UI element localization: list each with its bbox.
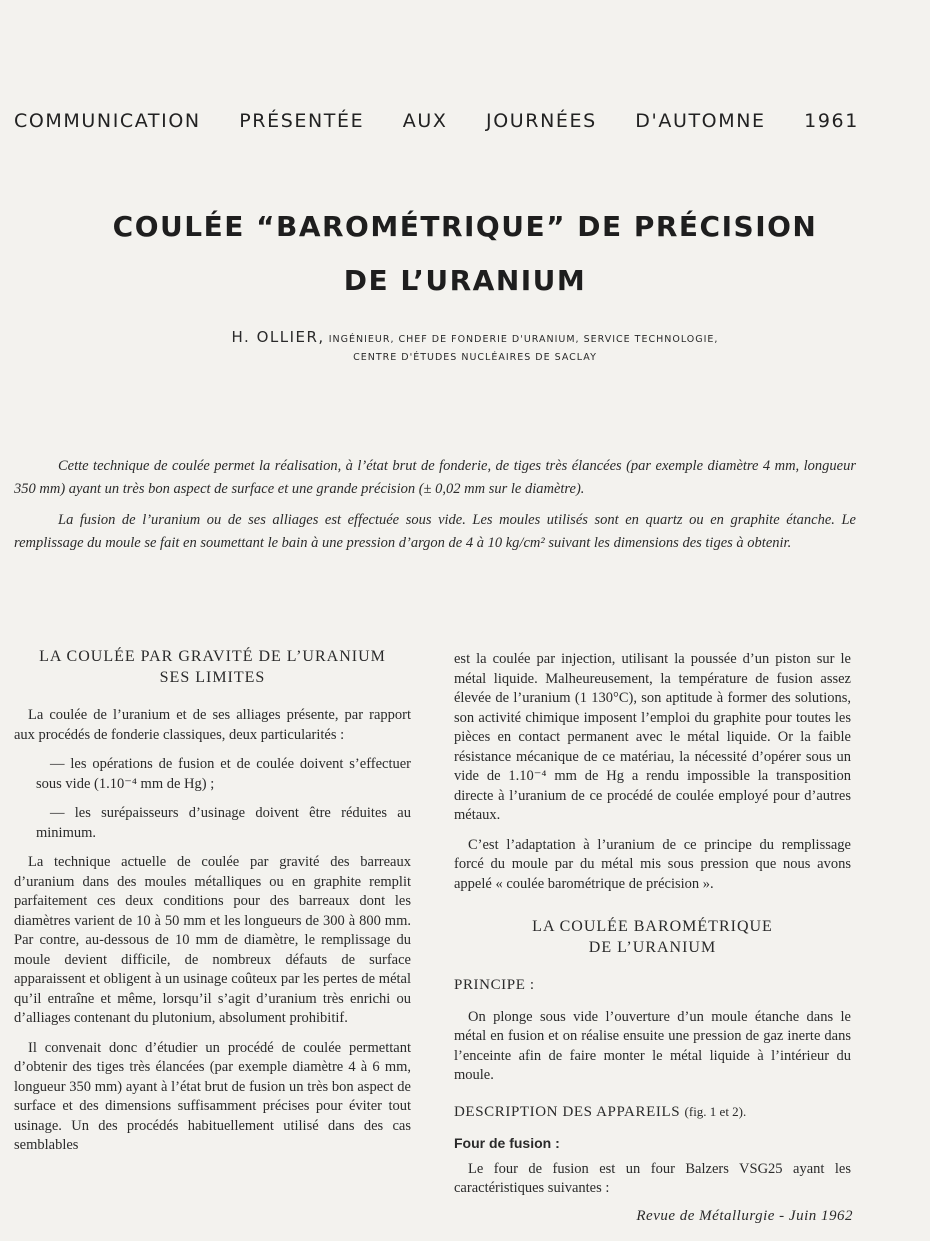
journal-footer: Revue de Métallurgie - Juin 1962 bbox=[636, 1208, 853, 1224]
section-heading-barometric: LA COULÉE BAROMÉTRIQUE DE L’URANIUM bbox=[532, 918, 773, 956]
abstract-paragraph-2: La fusion de l’uranium ou de ses alliages est effectuée sous vide. Les moules utilisés sont en quartz ou en graphite étanche. Le remplissage du moule se fait en soumettant le bain à une pression d’argon de 4 à 10 kg/cm² suivant les dimensions des tiges à obtenir. bbox=[14, 512, 856, 551]
header-word: D'AUTOMNE bbox=[635, 110, 766, 132]
list-item: — les opérations de fusion et de coulée doivent s’effectuer sous vide (1.10⁻⁴ mm de Hg) ; bbox=[36, 756, 411, 792]
header-word: JOURNÉES bbox=[486, 110, 597, 132]
body-paragraph: C’est l’adaptation à l’uranium de ce principe du remplissage forcé du moule par du métal mis sous pression que nous avons appelé « coulée barométrique de précision ». bbox=[454, 836, 851, 892]
journal-header bbox=[14, 110, 859, 132]
body-paragraph: est la coulée par injection, utilisant la poussée d’un piston sur le métal liquide. Malheureusement, la température de fusion assez élevée de l’uranium (1 130°C), son aptitude à former des solutions, son activité chimique imposent l’emploi du graphite pour toutes les pièces en contact permanent avec le métal liquide. Or la faible résistance mécanique de ce matériau, la nécessité d’opérer sous un vide de 1.10⁻⁴ mm de Hg a rendu impossible la transposition directe à l’uranium de ce procédé de coulée employé pour d’autres métaux. bbox=[454, 651, 851, 823]
header-word: PRÉSENTÉE bbox=[239, 110, 365, 132]
paper-title bbox=[40, 200, 890, 308]
author-affiliation-1: INGÉNIEUR, CHEF DE FONDERIE D'URANIUM, SERVICE TECHNOLOGIE, bbox=[328, 334, 719, 345]
right-column bbox=[454, 650, 851, 1209]
subheading-description: DESCRIPTION DES APPAREILS (fig. 1 et 2). bbox=[454, 1103, 747, 1120]
section-heading-gravity: LA COULÉE PAR GRAVITÉ DE L’URANIUM SES LIMITES bbox=[39, 648, 386, 686]
title-line-1: COULÉE “BAROMÉTRIQUE” DE PRÉCISION bbox=[112, 210, 818, 243]
title-line-2: DE L’URANIUM bbox=[343, 264, 587, 297]
abstract-paragraph-1: Cette technique de coulée permet la réalisation, à l’état brut de fonderie, de tiges très élancées (par exemple diamètre 4 mm, longueur 350 mm) ayant un très bon aspect de surface et une grande précision (± 0,02 mm sur le diamètre). bbox=[14, 458, 856, 497]
left-column bbox=[14, 646, 411, 1166]
body-paragraph: Le four de fusion est un four Balzers VSG25 ayant les caractéristiques suivantes : bbox=[454, 1160, 851, 1196]
body-paragraph: La technique actuelle de coulée par gravité des barreaux d’uranium dans des moules métalliques ou en graphite remplit parfaitement ces deux conditions pour des barreaux dont les diamètres varient de 10 à 50 mm et les longueurs de 300 à 800 mm. Par contre, au-dessous de 10 mm de diamètre, le remplissage du moule devient difficile, de nombreux défauts de surface apparaissent et obligent à un usinage coûteux par les pertes de métal qu’il entraîne et même, lorsqu’il s’agit d’uranium très enrichi ou d’alliages contenant du plutonium, absolument prohibitif. bbox=[14, 854, 411, 1026]
header-word: COMMUNICATION bbox=[14, 110, 201, 132]
subheading-four-de-fusion: Four de fusion : bbox=[454, 1135, 560, 1151]
header-year: 1961 bbox=[804, 110, 859, 132]
abstract bbox=[14, 455, 856, 563]
body-paragraph: La coulée de l’uranium et de ses alliages présente, par rapport aux procédés de fonderie classiques, deux particularités : bbox=[14, 707, 411, 743]
list-item: — les surépaisseurs d’usinage doivent être réduites au minimum. bbox=[36, 805, 411, 841]
body-paragraph: Il convenait donc d’étudier un procédé de coulée permettant d’obtenir des tiges très élancées (par exemple diamètre 4 à 6 mm, longueur 350 mm) ayant à l’état brut de fusion un très bon aspect de surface et des dimensions suffisamment précises pour éviter tout usinage. Un des procédés habituellement utilisé dans des cas semblables bbox=[14, 1039, 411, 1153]
subheading-principe: PRINCIPE : bbox=[454, 977, 535, 993]
body-paragraph: On plonge sous vide l’ouverture d’un moule étanche dans le métal en fusion et on réalise ensuite une pression de gaz inerte dans l’enceinte afin de faire monter le métal liquide à l’intérieur du moule. bbox=[454, 1008, 851, 1083]
header-word: AUX bbox=[402, 110, 448, 132]
author-name: H. OLLIER, bbox=[231, 328, 325, 346]
author-block bbox=[100, 328, 850, 367]
author-affiliation-2: CENTRE D'ÉTUDES NUCLÉAIRES DE SACLAY bbox=[353, 352, 597, 363]
